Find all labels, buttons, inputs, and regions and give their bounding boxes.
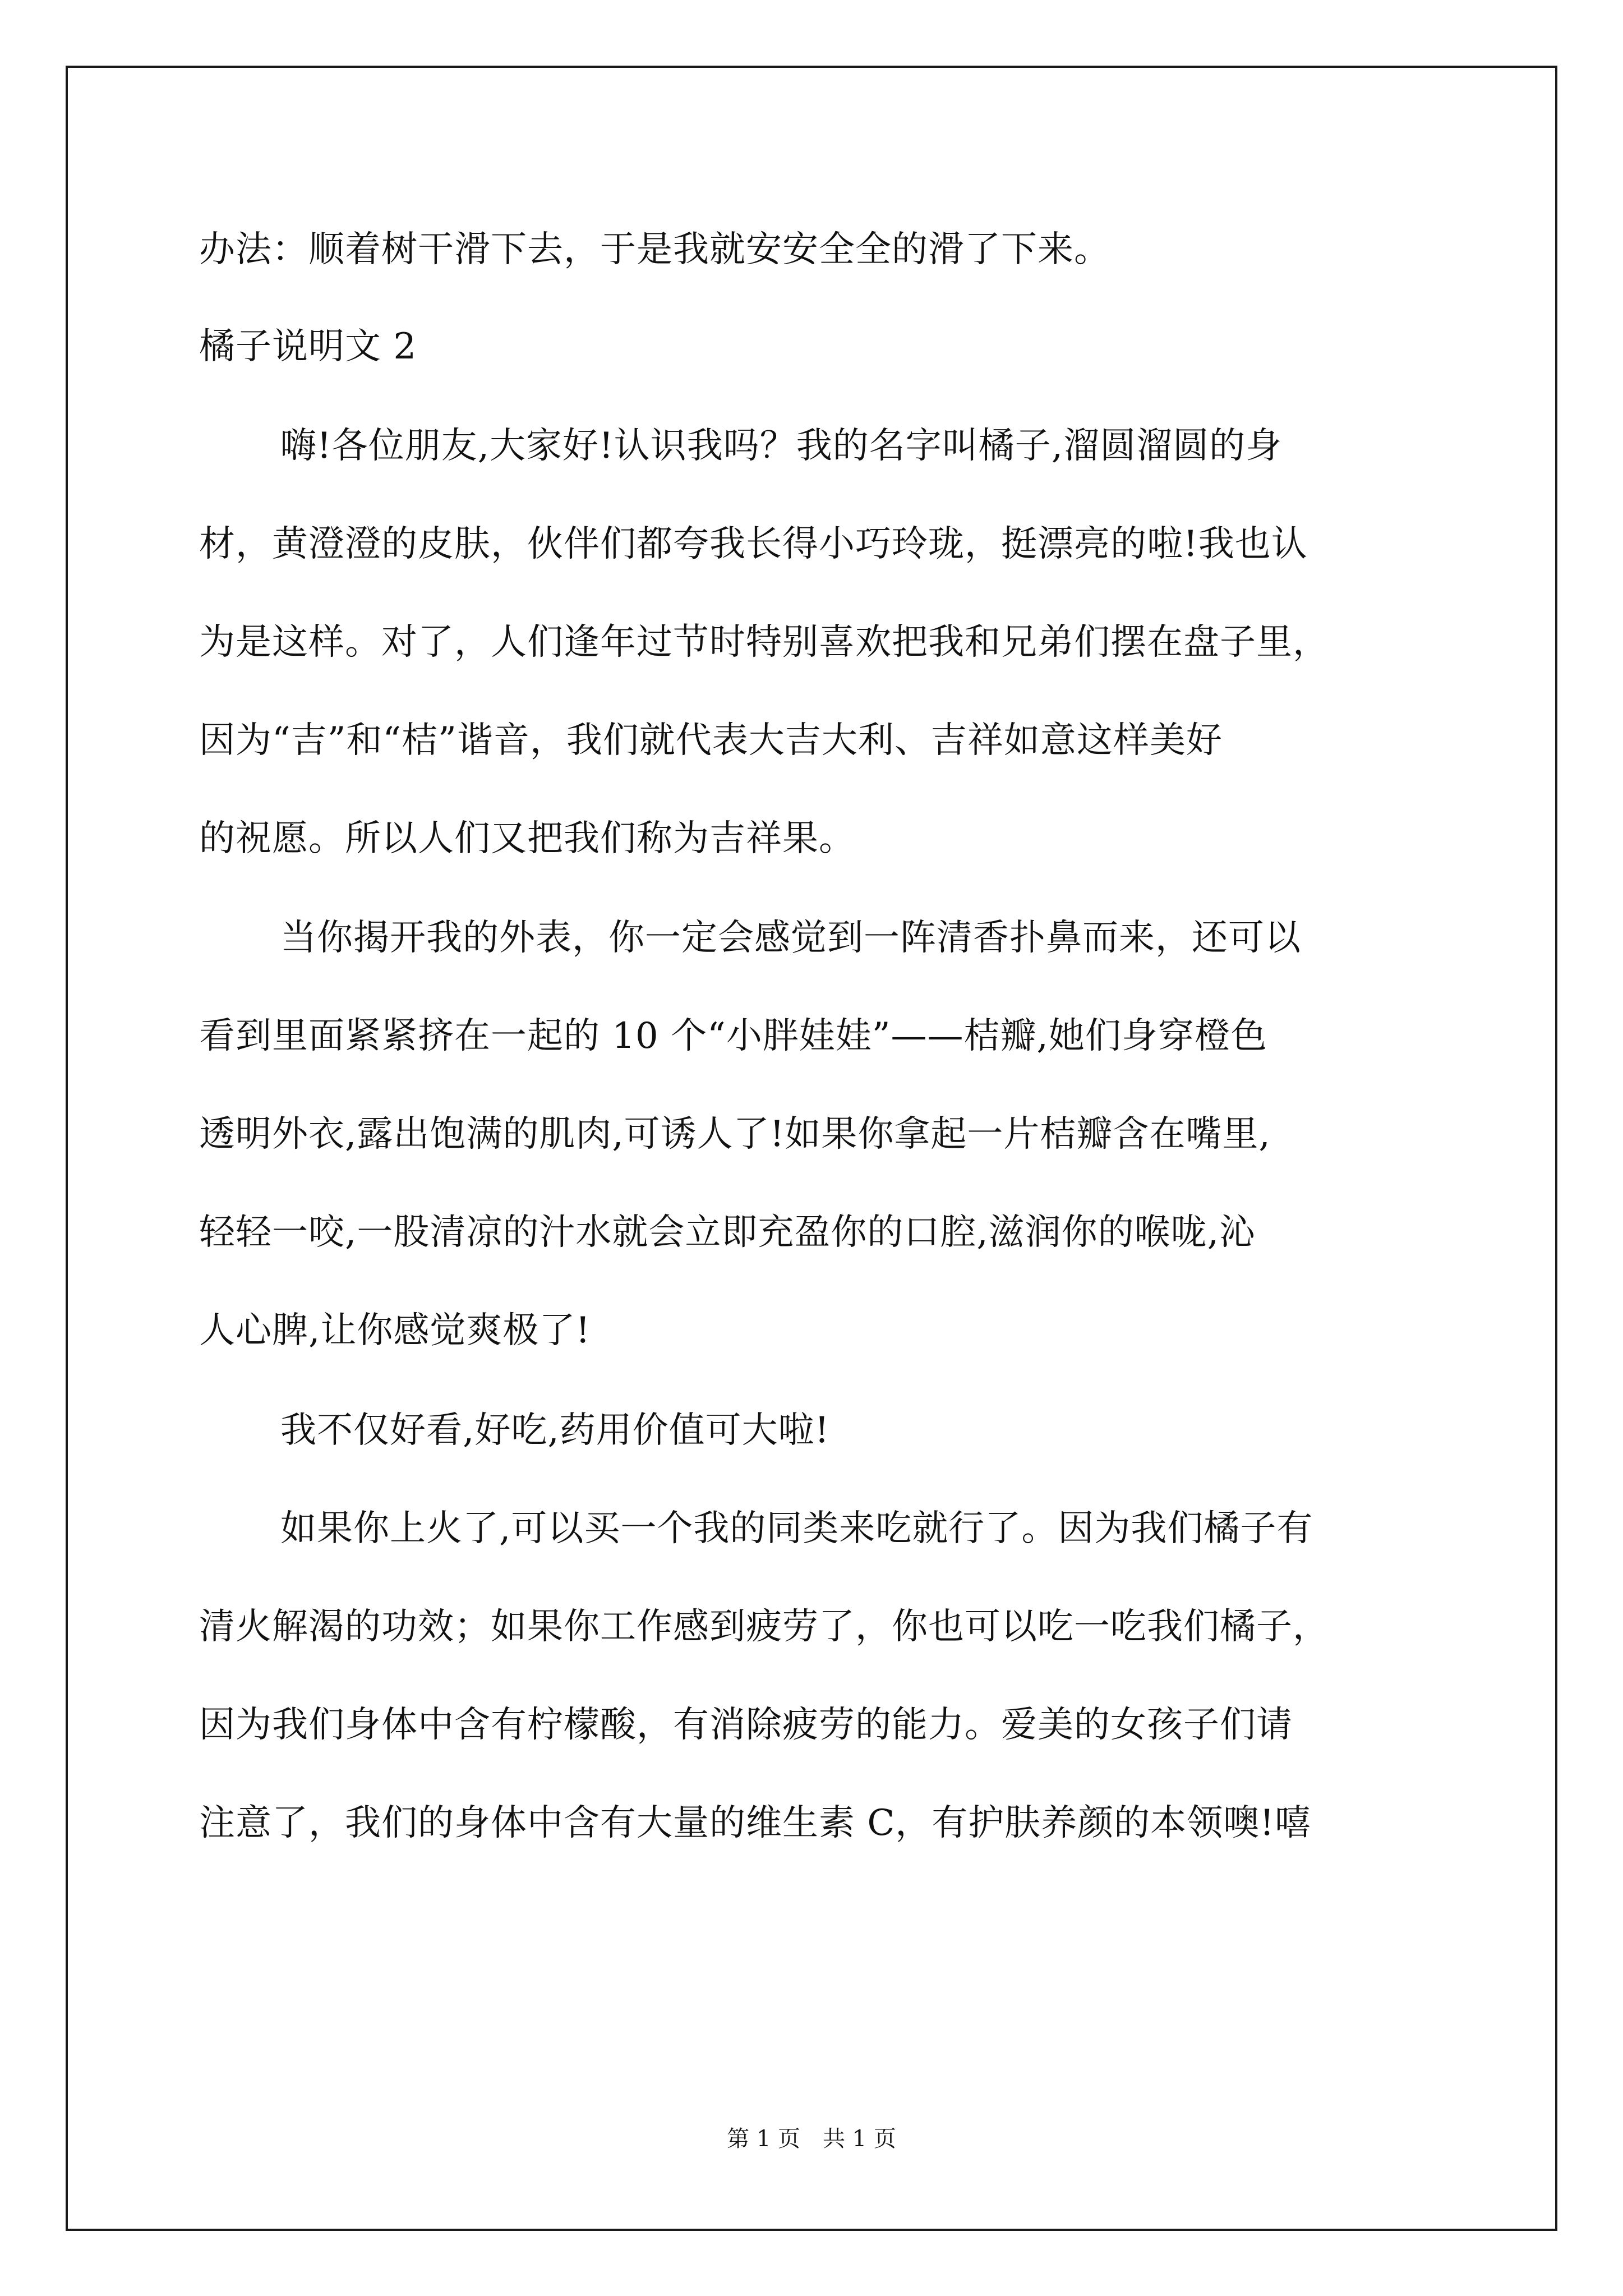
page-number-footer: 第 1 页 共 1 页 [727,2126,896,2152]
text-line: 如果你上火了,可以买一个我的同类来吃就行了。因为我们橘子有 [280,1508,1313,1549]
text-line: 看到里面紧紧挤在一起的 10 个“小胖娃娃”——桔瓣,她们身穿橙色 [199,1015,1267,1057]
text-line: 当你揭开我的外表，你一定会感觉到一阵清香扑鼻而来，还可以 [280,917,1301,959]
text-line: 材，黄澄澄的皮肤，伙伴们都夸我长得小巧玲珑，挺漂亮的啦!我也认 [199,523,1308,565]
section-heading: 橘子说明文 2 [199,326,417,367]
text-line: 清火解渴的功效；如果你工作感到疲劳了，你也可以吃一吃我们橘子， [199,1606,1329,1648]
text-line: 办法：顺着树干滑下去，于是我就安安全全的滑了下来。 [199,229,1110,270]
text-line: 轻轻一咬,一股清凉的汁水就会立即充盈你的口腔,滋润你的喉咙,沁 [199,1212,1256,1253]
text-line: 我不仅好看,好吃,药用价值可大啦! [280,1410,830,1451]
text-line: 透明外衣,露出饱满的肌肉,可诱人了!如果你拿起一片桔瓣含在嘴里, [199,1114,1271,1155]
text-line: 因为“吉”和“桔”谐音，我们就代表大吉大利、吉祥如意这样美好 [199,720,1223,761]
text-line: 嗨!各位朋友,大家好!认识我吗？我的名字叫橘子,溜圆溜圆的身 [280,425,1283,467]
text-line: 的祝愿。所以人们又把我们称为吉祥果。 [199,818,855,859]
text-line: 为是这样。对了，人们逢年过节时特别喜欢把我和兄弟们摆在盘子里， [199,622,1329,663]
text-line: 注意了，我们的身体中含有大量的维生素 C，有护肤养颜的本领噢!嘻 [199,1802,1312,1844]
text-line: 因为我们身体中含有柠檬酸，有消除疲劳的能力。爱美的女孩子们请 [199,1704,1293,1746]
text-line: 人心脾,让你感觉爽极了! [199,1310,591,1351]
